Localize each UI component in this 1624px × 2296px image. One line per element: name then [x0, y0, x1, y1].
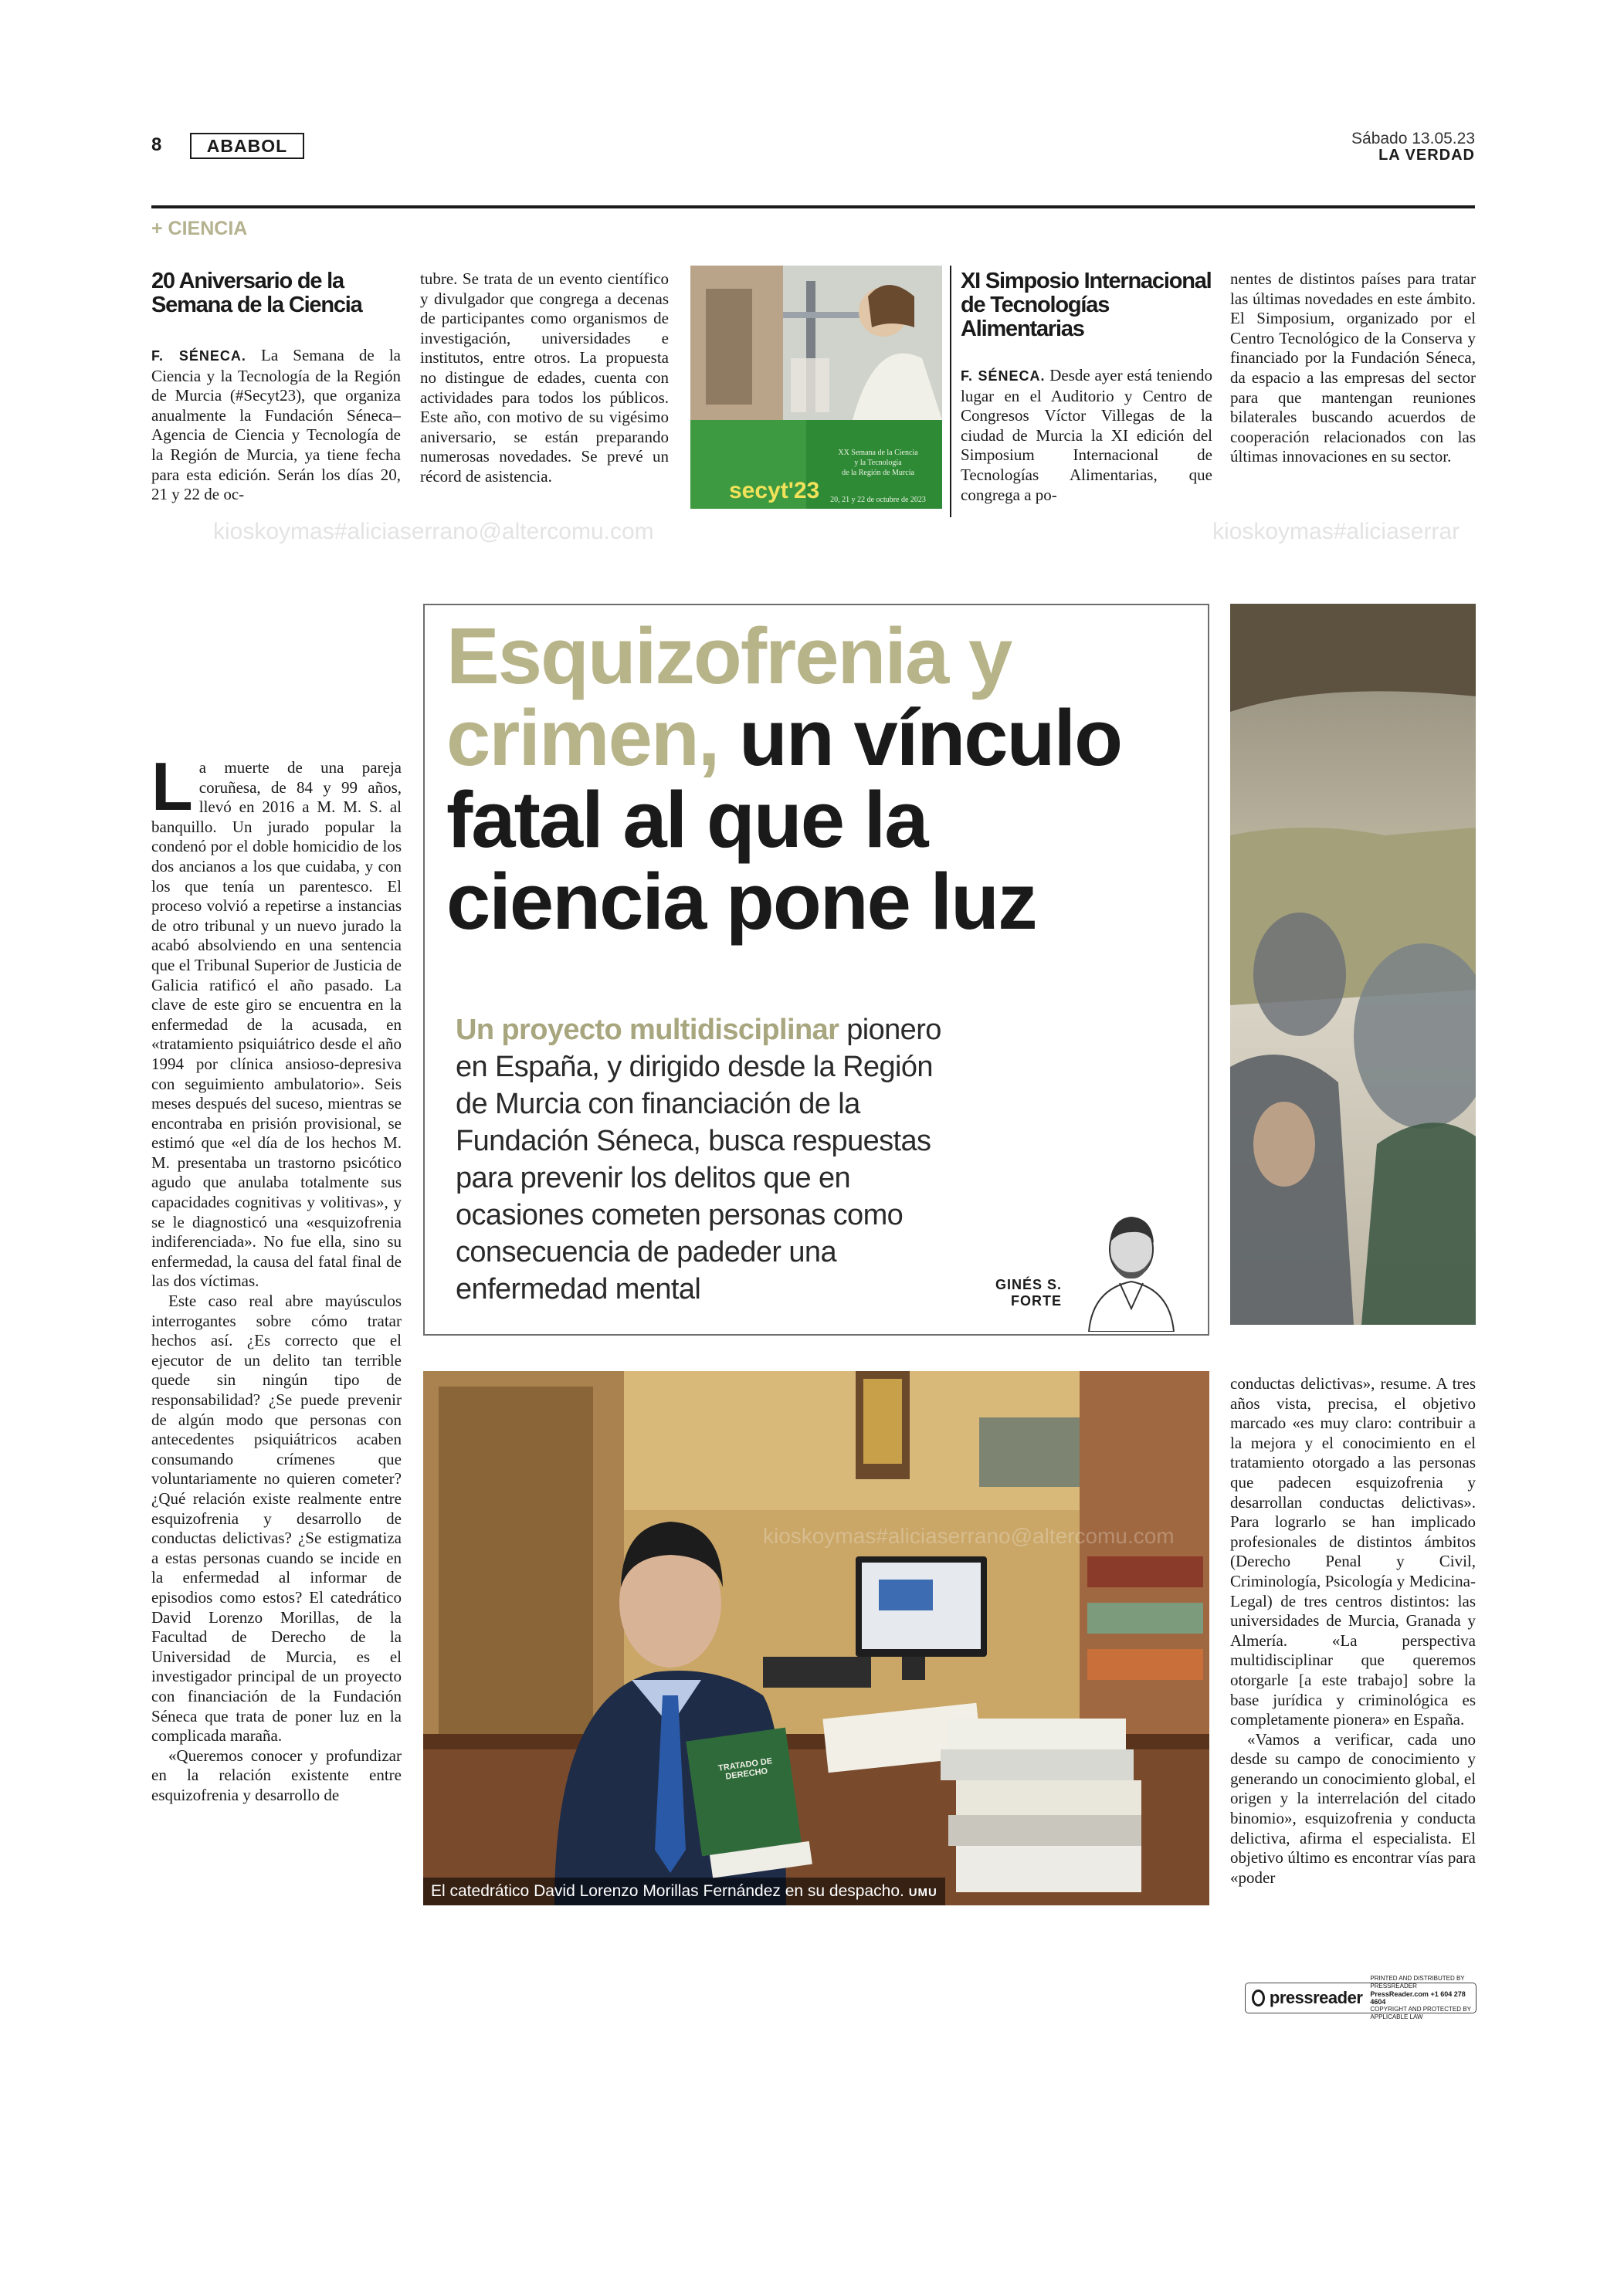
- article-paragraph: Este caso real abre mayúsculos interrogantes sobre cómo tratar hechos así. ¿Es correcto que el ejecutor de un delito tan terrible quede sin ningún tipo de responsabilidad? ¿Se puede prevenir de algún modo que personas con antecedentes psiquiátricos acaben consumando crímenes que voluntariamente no quieren cometer? ¿Qué relación existe realmente entre esquizofrenia y desarrollo de conductas delictivas? ¿Se estigmatiza a estas personas cuando se incide en la enfermedad al informar de episodios como estos? El catedrático David Lorenzo Morillas, de la Facultad de Derecho de la Universidad de Murcia, es el investigador principal de un proyecto con financiación de la Fundación Séneca que trata de poner luz en la complicada maraña.: [151, 1292, 402, 1746]
- pressreader-legal-line: PressReader.com +1 604 278 4604: [1370, 1990, 1466, 2006]
- headline: [446, 611, 1188, 946]
- poster-caption-line: XX Semana de la Ciencia: [838, 449, 918, 457]
- article-col1: [151, 748, 402, 1805]
- pressreader-brand: pressreader: [1269, 1988, 1363, 2007]
- subheadline: [456, 1011, 965, 1308]
- article-paragraph: conductas delictivas», resume. A tres años vista, precisa, el objetivo marcado «es muy claro: contribuir a la mejora y el conocimiento en el tratamiento otorgado a las personas que padecen esquizofrenia y desarrollan conductas delictivas». Para lograrlo se han implicado profesionales de distintos ámbitos (Derecho Penal y Civil, Criminología, Psicología y Medicina-Legal) de tres centros distintos: las universidades de Murcia, Granada y Almería. «La perspectiva multidisciplinar que queremos otorgarle [a este trabajo] sobre la base jurídica y criminológica es completamente pionera» en España.: [1230, 1374, 1476, 1729]
- main-photo: [423, 1371, 1209, 1905]
- pressreader-icon: [1252, 1990, 1265, 2006]
- book-title: TRATADO DE DERECHO: [717, 1756, 773, 1782]
- headline-dark: fatal al que la: [446, 775, 927, 864]
- watermark: kioskoymas#aliciaserrano@altercomu.com: [213, 519, 654, 544]
- subheadline-text: pionero en España, y dirigido desde la Región de Murcia con financiación de la Fundación Séneca, busca respuestas para prevenir los delitos que en ocasiones cometen personas como consecuencia de padeder una enfermedad mental: [456, 1014, 941, 1305]
- author-name-line: GINÉS S.: [995, 1277, 1062, 1292]
- brief1-body-cont: [420, 269, 669, 487]
- article-paragraph: «Queremos conocer y profundizar en la relación existente entre esquizofrenia y desarrollo de: [151, 1746, 402, 1804]
- pressreader-badge: [1245, 1975, 1477, 2020]
- header-rule: [151, 205, 1475, 208]
- headline-dark: ciencia pone luz: [446, 857, 1036, 946]
- brief1-title: 20 Aniversario de la Semana de la Ciencia: [151, 269, 362, 317]
- poster-caption: [820, 448, 936, 505]
- poster-caption-line: y la Tecnología: [854, 459, 902, 467]
- author-avatar: [1073, 1204, 1189, 1332]
- pressreader-legal-line: PRINTED AND DISTRIBUTED BY PRESSREADER: [1370, 1975, 1465, 1990]
- subheadline-highlight: Un proyecto multidisciplinar: [456, 1014, 839, 1046]
- column-rule: [950, 266, 951, 517]
- section-label: + CIENCIA: [151, 218, 248, 239]
- brief2-title: XI Simposio Internacional de Tecnologías Alimentarias: [961, 269, 1212, 341]
- author-byline: [988, 1277, 1062, 1309]
- brief2-text-cont: nentes de distintos países para tratar las últimas novedades en este ámbito. El Simposium, organizado por el Centro Tecnológico de la Conserva y financiado por la Fundación Séneca, da espacio a las empresas del sector para que mantengan reuniones bilaterales buscando acuerdos de cooperación relacionados con las últimas innovaciones en su sector.: [1230, 269, 1476, 466]
- article-paragraph: «Vamos a verificar, cada uno desde su campo de conocimiento y generando un conocimiento global, el origen y la interrelación del citado binomio», esquizofrenia y conducta delictiva, afirma el especialista. El objetivo último es encontrar vías para «poder: [1230, 1729, 1476, 1887]
- watermark: kioskoymas#aliciaserrano@altercomu.com: [763, 1524, 1175, 1548]
- office-scene-illustration: [423, 1371, 1209, 1905]
- brief2-body-cont: [1230, 269, 1476, 467]
- poster-logo: secyt'23: [729, 478, 820, 503]
- article-paragraph: a muerte de una pareja coruñesa, de 84 y 99 años, llevó en 2016 a M. M. S. al banquillo. Un jurado popular la condenó por el doble homicidio de los dos ancianos a los que cuidaba, y con los que tenía un parentesco. El proceso volvió a repetirse a instancias de otro tribunal y un nuevo jurado la acabó absolviendo en una sentencia que el Tribunal Superior de Justicia de Galicia ratificó el año pasado. La clave de este giro se encuentra en la enfermedad de la acusada, en «tratamiento psiquiátrico desde el año 1994 por clínica ansioso-depresiva con seguimiento ambulatorio». Seis meses después del suceso, mientras se encontraba en prisión provisional, se estimó que «el día de los hechos M. M. presentaba un trastorno psicótico agudo que anulaba totalmente sus capacidades cognitivas y volitivas», y se le diagnosticó una «esquizofrenia indiferenciada». No fue ella, sino su enfermedad, la causa del fatal final de las dos víctimas.: [151, 758, 402, 1291]
- brief2-body: [961, 366, 1212, 505]
- author-name-line: FORTE: [1011, 1293, 1062, 1309]
- publication-name: LA VERDAD: [1378, 147, 1475, 164]
- headline-highlight: Esquizofrenia y: [446, 611, 1012, 700]
- pressreader-legal: [1370, 1975, 1476, 2021]
- brief1-body: [151, 346, 401, 505]
- secyt-poster: [690, 266, 942, 509]
- page-number: 8: [151, 134, 162, 155]
- photo-caption: [423, 1878, 945, 1905]
- crime-scene-photo: [1230, 604, 1476, 1325]
- brief2-signature: F. SÉNECA.: [961, 368, 1046, 384]
- photo-credit: UMU: [908, 1886, 937, 1899]
- poster-caption-line: 20, 21 y 22 de octubre de 2023: [830, 496, 926, 504]
- brief2-text-lead: Desde ayer está teniendo lugar en el Auditorio y Centro de Congresos Víctor Villegas de la ciudad de Murcia la XI edición del Simposium Internacional de Tecnologías Alimentarias, que congrega a po-: [961, 366, 1212, 504]
- watermark: kioskoymas#aliciaserrar: [1212, 519, 1460, 544]
- article-col3: [1230, 1374, 1476, 1888]
- issue-date: Sábado 13.05.23: [1351, 130, 1475, 147]
- brief1-text-cont: tubre. Se trata de un evento científico y divulgador que congrega a decenas de participantes como organismos de investigación, universidades e institutos, entre otros. La propuesta no distingue de edades, cuenta con actividades para todos los públicos. Este año, con motivo de su vigésimo aniversario, se están preparando numerosas novedades. Se prevé un récord de asistencia.: [420, 269, 669, 486]
- headline-dark: un vínculo: [718, 693, 1122, 782]
- poster-caption-line: de la Región de Murcia: [842, 469, 914, 477]
- headline-highlight: crimen,: [446, 693, 719, 782]
- brief1-text-lead: La Semana de la Ciencia y la Tecnología de la Región de Murcia (#Secyt23), que organiza anualmente la Fundación Séneca–Agencia de Ciencia y Tecnología de la Región de Murcia, ya tiene fecha para esta edición. Serán los días 20, 21 y 22 de oc-: [151, 346, 401, 504]
- brief1-signature: F. SÉNECA.: [151, 348, 246, 364]
- section-tag: ABABOL: [190, 133, 304, 159]
- pressreader-legal-line: COPYRIGHT AND PROTECTED BY APPLICABLE LAW: [1370, 2006, 1471, 2020]
- photo-caption-text: El catedrático David Lorenzo Morillas Fernández en su despacho.: [431, 1882, 904, 1900]
- drop-cap: L: [151, 748, 193, 825]
